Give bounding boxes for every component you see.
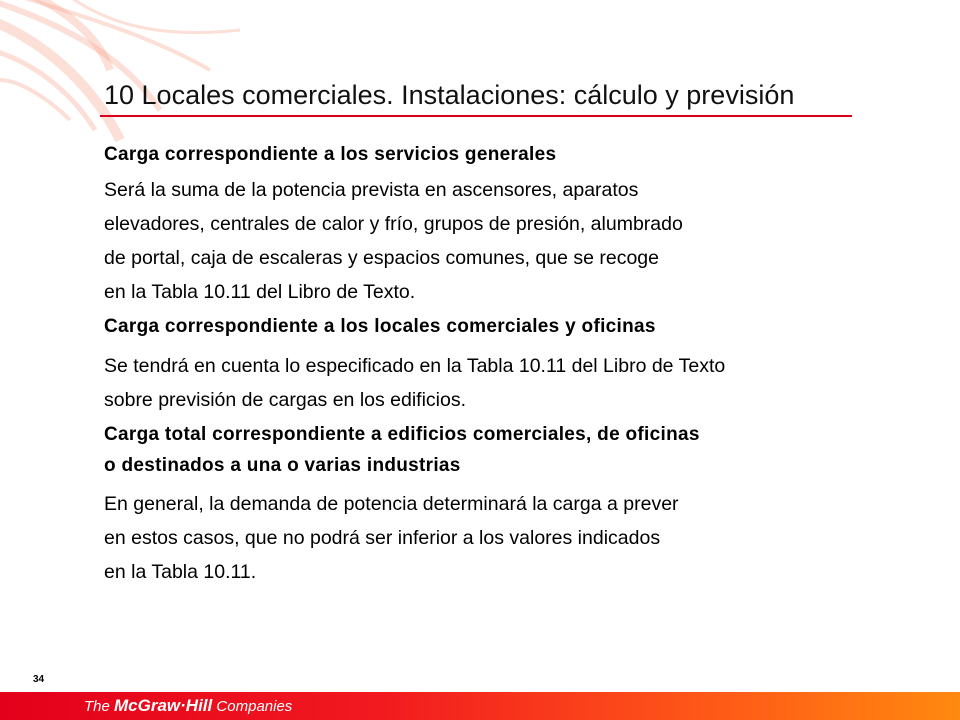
body-line: en estos casos, que no podrá ser inferior a los valores indicados <box>104 527 661 549</box>
publisher-logo <box>84 695 292 718</box>
slide-content <box>104 139 904 591</box>
heading-line: Carga correspondiente a los servicios generales <box>104 144 557 165</box>
logo-prefix: The <box>84 698 115 715</box>
section-heading <box>104 139 904 170</box>
body-line: Se tendrá en cuenta lo especificado en la Tabla 10.11 del Libro de Texto <box>104 355 726 377</box>
heading-line: Carga correspondiente a los locales comerciales y oficinas <box>104 316 656 337</box>
body-line: en la Tabla 10.11 del Libro de Texto. <box>104 281 416 303</box>
body-line: En general, la demanda de potencia determinará la carga a prever <box>104 493 679 515</box>
section-body <box>104 349 904 417</box>
section-body <box>104 487 904 589</box>
page-number: 34 <box>33 674 45 685</box>
section-heading <box>104 311 904 342</box>
body-line: elevadores, centrales de calor y frío, grupos de presión, alumbrado <box>104 213 683 235</box>
heading-line: o destinados a una o varias industrias <box>104 455 461 476</box>
section-body <box>104 173 904 309</box>
body-line: de portal, caja de escaleras y espacios comunes, que se recoge <box>104 247 659 269</box>
heading-line: Carga total correspondiente a edificios comerciales, de oficinas <box>104 424 700 445</box>
section-heading <box>104 419 904 481</box>
slide-title: 10 Locales comerciales. Instalaciones: cálculo y previsión <box>104 80 795 110</box>
body-line: sobre previsión de cargas en los edificios. <box>104 389 467 411</box>
footer-bar <box>0 692 960 720</box>
body-line: en la Tabla 10.11. <box>104 561 257 583</box>
logo-suffix: Companies <box>212 698 293 715</box>
body-line: Será la suma de la potencia prevista en ascensores, aparatos <box>104 179 639 201</box>
logo-name: McGraw·Hill <box>114 696 213 715</box>
title-underline <box>100 115 852 117</box>
